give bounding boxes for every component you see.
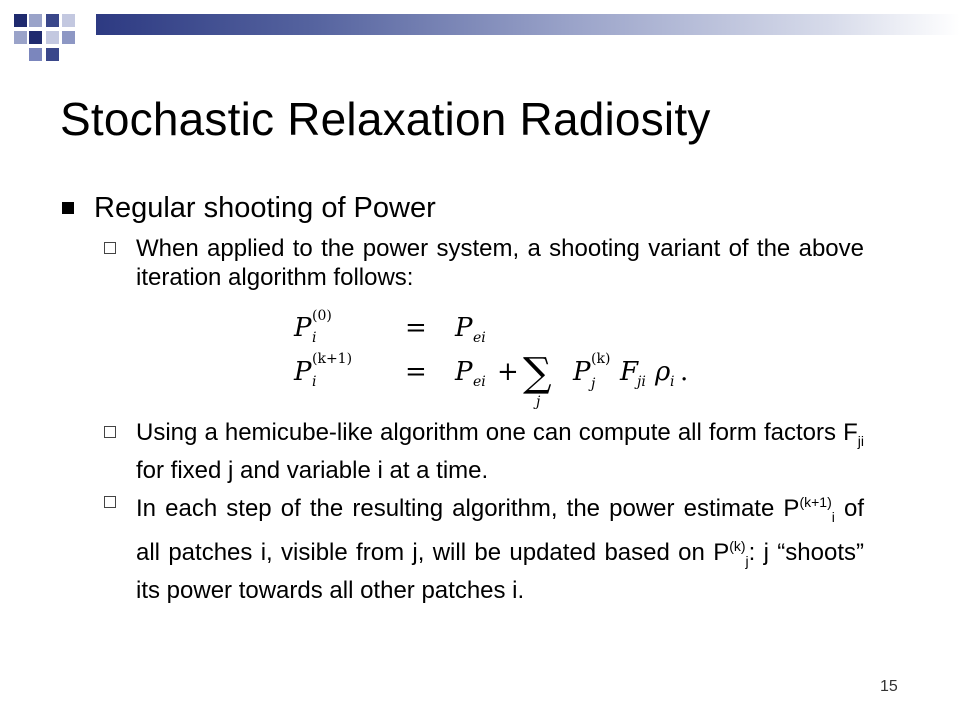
hollow-square-icon xyxy=(104,496,116,508)
bullet-main-text: Regular shooting of Power xyxy=(94,192,436,224)
eq1-lhs-sub: i xyxy=(312,330,317,346)
eq2-f-sub: ji xyxy=(637,374,646,390)
eq2-sum-icon: ∑ xyxy=(523,350,552,396)
subitem-3-text: In each step of the resulting algorithm, the power estimate $P^{(k+1)}_i$ of all patches i, visible from j, will be updated based on $P^{(k)}_j$: j “shoots” its power towards all other patches i. xyxy=(136,494,865,604)
eq2-f: F xyxy=(620,357,639,387)
hollow-square-icon xyxy=(104,426,116,438)
eq2-lhs-sub: i xyxy=(312,374,317,390)
eq2-lhs-sup: (k+1) xyxy=(312,351,353,367)
subitem-1-text: When applied to the power system, a shooting variant of the above iteration algorithm follows: xyxy=(136,235,864,291)
equation-block xyxy=(290,300,710,410)
eq1-equals: = xyxy=(405,313,427,343)
slide-title: Stochastic Relaxation Radiosity xyxy=(60,93,711,145)
bullet-square-icon xyxy=(62,202,74,214)
eq1-rhs-sub: ei xyxy=(473,330,486,346)
eq2-lhs: P xyxy=(294,357,312,387)
subitem-2-text: Using a hemicube-like algorithm one can compute all form factors $F_{ji}$ for fixed j and variable i at a time. xyxy=(136,419,864,484)
eq2-pj-sub: j xyxy=(591,376,596,392)
eq2-rhs: P xyxy=(455,357,473,387)
eq1-rhs: P xyxy=(455,313,473,343)
subitem-3 xyxy=(104,488,864,605)
bullet-main xyxy=(62,192,436,225)
header-gradient-bar xyxy=(96,14,960,35)
eq2-sum-index: j xyxy=(536,394,541,410)
subitem-1 xyxy=(104,234,864,292)
eq2-rho-sub: i xyxy=(670,374,675,390)
hollow-square-icon xyxy=(104,242,116,254)
eq2-rhs-sub: ei xyxy=(473,374,486,390)
eq1-lhs-sup: (0) xyxy=(312,308,332,324)
eq2-plus: + xyxy=(497,357,519,387)
eq2-pj-sup: (k) xyxy=(591,351,611,367)
eq2-rho: ρ xyxy=(655,357,671,387)
page-number: 15 xyxy=(880,678,898,695)
eq1-lhs: P xyxy=(294,313,312,343)
eq2-period: . xyxy=(680,357,689,387)
eq2-equals: = xyxy=(405,357,427,387)
eq2-pj: P xyxy=(573,357,591,387)
subitem-2 xyxy=(104,418,864,485)
